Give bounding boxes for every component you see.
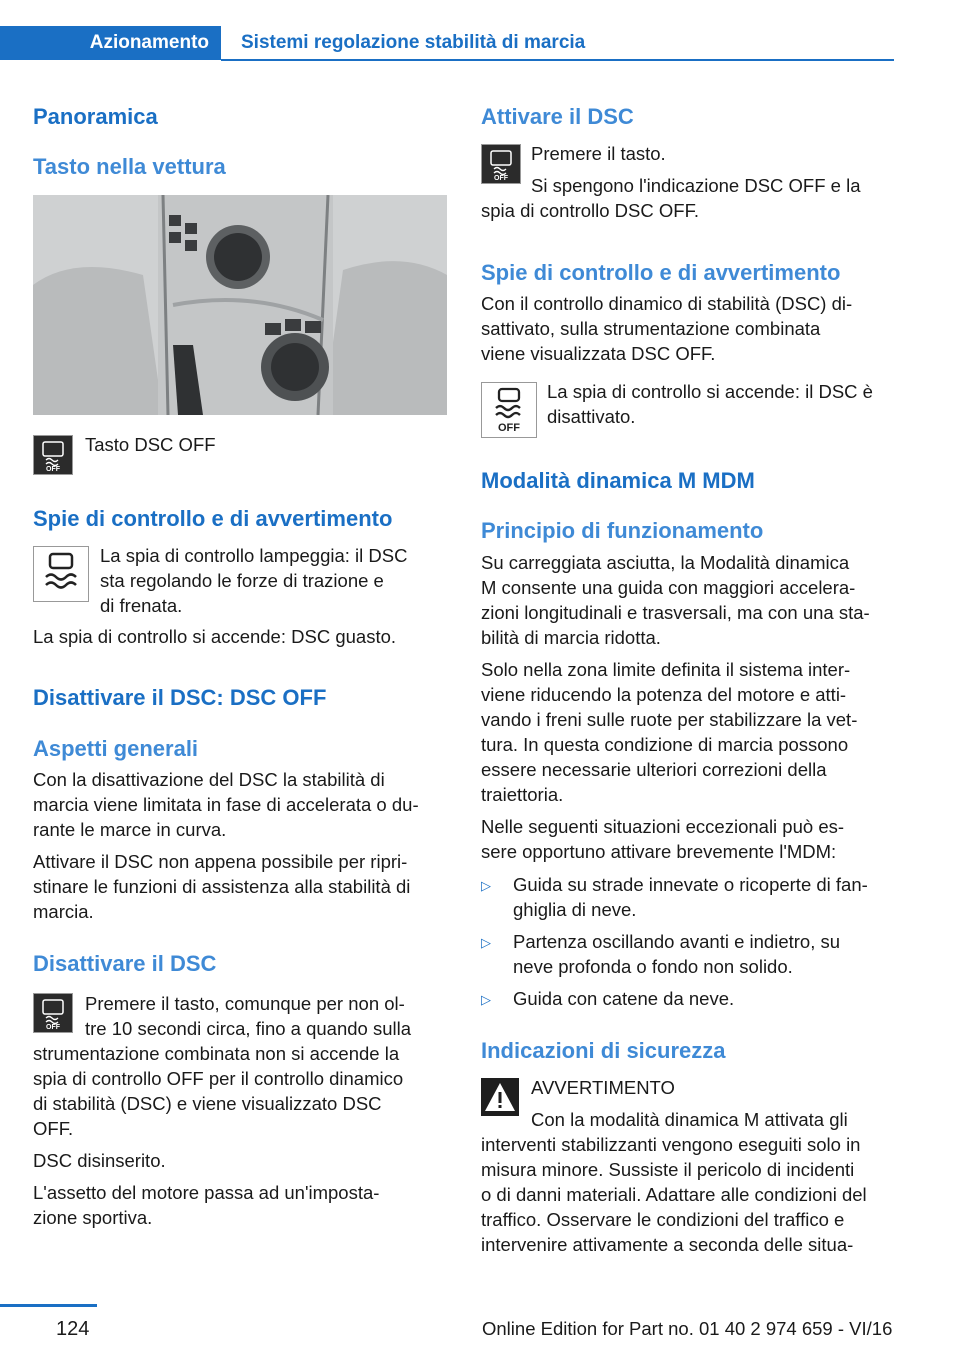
svg-text:OFF: OFF xyxy=(498,422,520,434)
center-console-illustration xyxy=(33,195,447,415)
attivare-step-1: Premere il tasto. xyxy=(531,143,666,164)
spie-icon-line-2: disattivato. xyxy=(547,406,636,427)
assetto-line-2: zione sportiva. xyxy=(33,1207,153,1228)
section-tab: Azionamento xyxy=(0,26,221,60)
aspetti-p1-line-1: Con la disattivazione del DSC la stabilità di xyxy=(33,769,385,790)
bullet-marker: ▷ xyxy=(481,878,491,893)
svg-text:OFF: OFF xyxy=(494,175,508,182)
bullet-2-line-1: Partenza oscillando avanti e indietro, su xyxy=(513,931,841,952)
warning-line-5: traffico. Osservare le condizioni del traffico e xyxy=(481,1209,845,1230)
dsc-off-button-icon xyxy=(33,435,73,475)
aspetti-p1-line-3: rante le marce in curva. xyxy=(33,819,227,840)
principio-p2-line-6: traiettoria. xyxy=(481,784,564,805)
principio-p2-line-1: Solo nella zona limite definita il sistema inter‐ xyxy=(481,659,851,680)
bullet-marker: ▷ xyxy=(481,935,491,950)
warning-triangle-icon xyxy=(481,1078,519,1116)
edition-text: Online Edition for Part no. 01 40 2 974 659 - VI/16 xyxy=(482,1318,893,1339)
dsc-off-lamp-icon xyxy=(481,382,537,438)
disattivare-line-3: strumentazione combinata non si accende la xyxy=(33,1043,400,1064)
attivare-step-2-line-1: Si spengono l'indicazione DSC OFF e la xyxy=(531,175,861,196)
bullet-marker: ▷ xyxy=(481,992,491,1007)
warning-line-2: interventi stabilizzanti vengono eseguiti solo in xyxy=(481,1134,861,1155)
principio-p1-line-1: Su carreggiata asciutta, la Modalità dinamica xyxy=(481,552,850,573)
disinserito-text: DSC disinserito. xyxy=(33,1150,166,1171)
spie-blink-line-1: La spia di controllo lampeggia: il DSC xyxy=(100,545,408,566)
dsc-off-button-icon xyxy=(33,993,73,1033)
header-rule xyxy=(221,59,894,61)
bullet-2-line-2: neve profonda o fondo non solido. xyxy=(513,956,793,977)
spie-right-line-2: sattivato, sulla strumentazione combinata xyxy=(481,318,821,339)
disattivare-line-1: Premere il tasto, comunque per non ol‐ xyxy=(85,993,405,1014)
warning-line-1: Con la modalità dinamica M attivata gli xyxy=(531,1109,848,1130)
principio-p3-line-1: Nelle seguenti situazioni eccezionali può es‐ xyxy=(481,816,845,837)
spie-icon-line-1: La spia di controllo si accende: il DSC è xyxy=(547,381,873,402)
principio-p2-line-2: viene riducendo la potenza del motore e atti‐ xyxy=(481,684,847,705)
heading-sicurezza: Indicazioni di sicurezza xyxy=(481,1038,726,1063)
heading-panoramica: Panoramica xyxy=(33,104,158,129)
footer-rule xyxy=(0,1304,97,1307)
aspetti-p2-line-3: marcia. xyxy=(33,901,94,922)
disattivare-line-6: OFF. xyxy=(33,1118,74,1139)
disattivare-line-2: tre 10 secondi circa, fino a quando sulla xyxy=(85,1018,412,1039)
principio-p2-line-5: essere necessarie ulteriori correzioni della xyxy=(481,759,827,780)
warning-line-3: misura minore. Sussiste il pericolo di incidenti xyxy=(481,1159,855,1180)
spie-on-text: La spia di controllo si accende: DSC guasto. xyxy=(33,626,397,647)
assetto-line-1: L'assetto del motore passa ad un'imposta‐ xyxy=(33,1182,380,1203)
principio-p3-line-2: sere opportuno attivare brevemente l'MDM: xyxy=(481,841,837,862)
caption-tasto-dsc-off: Tasto DSC OFF xyxy=(85,434,216,455)
heading-disattivare: Disattivare il DSC xyxy=(33,951,217,976)
aspetti-p1-line-2: marcia viene limitata in fase di accelerata o du‐ xyxy=(33,794,419,815)
bullet-3-line-1: Guida con catene da neve. xyxy=(513,988,735,1009)
heading-disattivare-off: Disattivare il DSC: DSC OFF xyxy=(33,685,327,710)
principio-p1-line-3: zioni longitudinali e trasversali, ma con una sta‐ xyxy=(481,602,870,623)
spie-right-line-3: viene visualizzata DSC OFF. xyxy=(481,343,716,364)
aspetti-p2-line-2: stinare le funzioni di assistenza alla stabilità di xyxy=(33,876,411,897)
principio-p1-line-2: M consente una guida con maggiori accelera‐ xyxy=(481,577,856,598)
heading-spie-left: Spie di controllo e di avvertimento xyxy=(33,506,393,531)
dsc-off-button-icon xyxy=(481,144,521,184)
attivare-step-2-line-2: spia di controllo DSC OFF. xyxy=(481,200,699,221)
warning-line-6: intervenire attivamente a seconda delle situa‐ xyxy=(481,1234,854,1255)
warning-line-4: o di danni materiali. Adattare alle condizioni del xyxy=(481,1184,867,1205)
spie-right-line-1: Con il controllo dinamico di stabilità (DSC) di‐ xyxy=(481,293,853,314)
heading-aspetti: Aspetti generali xyxy=(33,736,199,761)
bullet-1-line-1: Guida su strade innevate o ricoperte di fan‐ xyxy=(513,874,868,895)
principio-p2-line-3: vando i freni sulle ruote per stabilizzare la vet‐ xyxy=(481,709,858,730)
disattivare-line-4: spia di controllo OFF per il controllo dinamico xyxy=(33,1068,404,1089)
heading-mdm: Modalità dinamica M MDM xyxy=(481,468,755,493)
chapter-title: Sistemi regolazione stabilità di marcia xyxy=(241,32,586,53)
spie-blink-line-3: di frenata. xyxy=(100,595,183,616)
heading-tasto: Tasto nella vettura xyxy=(33,154,226,179)
warning-title: AVVERTIMENTO xyxy=(531,1077,675,1098)
page-number: 124 xyxy=(56,1318,90,1340)
dsc-warning-lamp-icon xyxy=(33,546,89,602)
heading-attivare: Attivare il DSC xyxy=(481,104,634,129)
bullet-1-line-2: ghiglia di neve. xyxy=(513,899,637,920)
aspetti-p2-line-1: Attivare il DSC non appena possibile per ripri‐ xyxy=(33,851,408,872)
heading-principio: Principio di funzionamento xyxy=(481,518,764,543)
heading-spie-right: Spie di controllo e di avvertimento xyxy=(481,260,841,285)
principio-p2-line-4: tura. In questa condizione di marcia possono xyxy=(481,734,849,755)
svg-text:OFF: OFF xyxy=(46,466,60,473)
svg-text:OFF: OFF xyxy=(46,1024,60,1031)
principio-p1-line-4: bilità di marcia ridotta. xyxy=(481,627,661,648)
spie-blink-line-2: sta regolando le forze di trazione e xyxy=(100,570,384,591)
disattivare-line-5: di stabilità (DSC) e viene visualizzato DSC xyxy=(33,1093,382,1114)
